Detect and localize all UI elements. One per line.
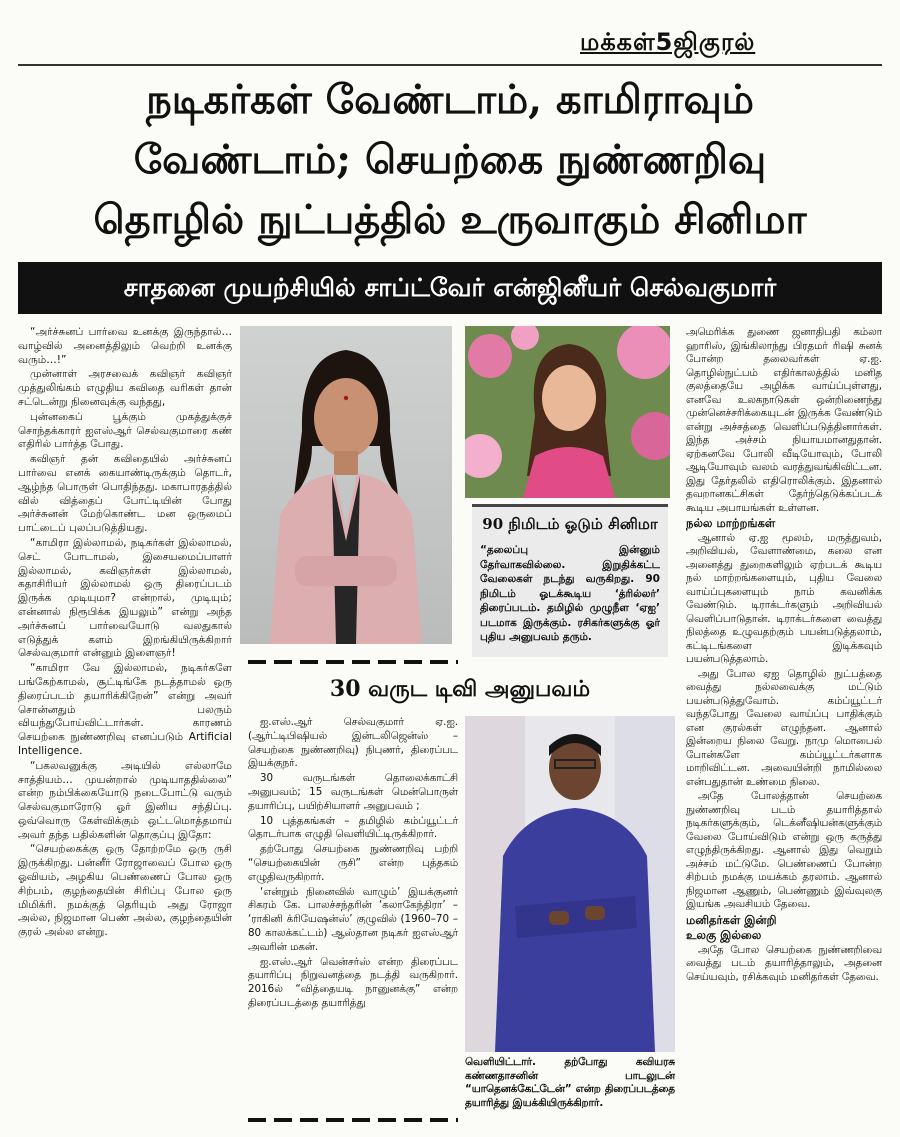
right-paragraph: அது போல ஏஐ தொழில் நுட்பத்தை வைத்து நல்லவைக்கு மட்டும் பயன்படுத்துவோம். கம்ப்யூட்டர் வந்தபோது வேலை வாய்ப்பு பாதிக்கும் என குரல்கள் எழுந்தன. ஆனால் இன்றைய நிலை வேறு. நாமு மொபைல் போன்களே கம்ப்யூட்டர்களாக மாறிவிட்டன. அவையின்றி நாமில்லை என்பதுதான் உண்மை நிலை. [686, 667, 882, 788]
photo-caption: வெளியிட்டார். தற்போது கவியரசு கண்ணதாசனின் பாடலுடன் “யாதெனக்கேட்டேன்” என்ற திரைப்படத்தை தயாரித்து இயக்கியிருக்கிறார். [465, 1056, 675, 1109]
woman-portrait-photo [240, 326, 452, 644]
subhead-no-world-line-2: உலகு இல்லை [686, 928, 762, 942]
left-paragraph: கவிஞர் தன் கவிதையில் அர்ச்சுனப் பார்வை எனக் கையாண்டிருக்கும் தொடர், ஆழ்ந்த பொருள் பொதிந்தது. மகாபாரதத்தில் வில் வித்தைப் போட்டியின் போது அர்ச்சுனன் மேற்கொண்ட மன ஒருமைப் பாட்டைப் புலப்படுத்தியது. [18, 453, 232, 535]
mid-column [248, 716, 458, 1136]
left-column [18, 326, 232, 1134]
headline-line-3: தொழில் நுட்பத்தில் உருவாகும் சினிமா [93, 196, 807, 243]
section-divider [248, 660, 458, 664]
left-paragraph: “காமிரா இல்லாமல், நடிகர்கள் இல்லாமல், செட் போடாமல், இசையமைப்பாளர் இல்லாமல், கவிஞர்கள் இல்லாமல், கதாசிரியர் இல்லாமல் ஒரு திரைப்படம் இருக்க முடியுமா? என்றால், முடியும்; என்னால் நிரூபிக்க இயலும்” என்று அந்த அர்ச்சுனப் பார்வையோடு வலதுகால் எடுத்துக் களம் இறங்கியிருக்கிறார் செல்வகுமார் என்னும் இளைஞர்! [18, 536, 232, 660]
bottom-divider [248, 1118, 458, 1122]
section-title: 30 வருட டிவி அனுபவம் [329, 676, 591, 702]
subhead-no-world-line-1: மனிதர்கள் இன்றி [686, 912, 777, 927]
masthead: மக்கள்5ஜிகுரல் [580, 28, 756, 56]
right-paragraph: அதே போல செயற்கை நுண்ணறிவை வைத்து படம் தயாரித்தாலும், அதனை செய்யவும், ரசிக்கவும் மனிதர்கள் தேவை. [686, 943, 882, 983]
left-paragraph: “காமிரா வே இல்லாமல், நடிகர்களே பங்கேற்காமல், சூட்டிங்கே நடத்தாமல் ஒரு திரைப்படம் தயாரிக்கிறேன்” என்று அவர் சொன்னதும் பலரும் வியந்துபோய்விட்டார்கள். காரணம் செயற்கை நுண்ணறிவு எனப்படும் Artificial Intelligence. [18, 662, 232, 757]
left-paragraph: “செயற்கைக்கு ஒரு தோற்றமே ஒரு ருசி இருக்கிறது. பன்னீர் ரோஜாவைப் போல ஒரு ஓவியம், அழகிய பெண்ணைப் போல ஒரு சிற்பம், குழந்தையின் சிரிப்பு போல ஒரு மிமிக்ரி. நமக்குத் தெரியும் அது ரோஜா அல்ல, நிஜமான பெண் அல்ல, குழந்தையின் குரல் அல்ல என்று. [18, 843, 232, 939]
mid-paragraph: ஐ.எஸ்.ஆர் வென்சர்ஸ் என்ற திரைப்பட தயாரிப்பு நிறுவனத்தை நடத்தி வருகிறார். 2016ல் “வித்தையடி நானுனக்கு” என்ற திரைப்படத்தை தயாரித்து [248, 955, 458, 1009]
left-paragraph: முன்னாள் அரசவைக் கவிஞர் கவிஞர் முத்துலிங்கம் எழுதிய கவிதை வரிகள் தான் சட்டென்று நினைவுக்கு வந்தது, [18, 368, 232, 408]
girl-portrait-photo [465, 326, 670, 498]
headline-line-2: வேண்டாம்; செயற்கை நுண்ணறிவு [133, 136, 767, 183]
mid-paragraph: தற்போது செயற்கை நுண்ணறிவு பற்றி “செயற்கையின் ருசி” என்ற புத்தகம் எழுதிவருகிறார். [248, 843, 458, 883]
right-paragraph: ஆனால் ஏ.ஐ மூலம், மருத்துவம், அறிவியல், வேளாண்மை, கலை என அனைத்து துறைகளிலும் ஏற்படக் கூடிய நல் மாற்றங்களையும், புதிய வேலை வாய்ப்புகளையும் நாம் கவனிக்க வேண்டும். டிராக்டர்களும் அறிவியல் வெளிப்பாடுதான். டிராக்டர்களை வைத்து நிலத்தை உழுவதற்கும் பயன்படுத்தலாம், கட்டிடங்களை இடிக்கவும் பயன்படுத்தலாம். [686, 531, 882, 665]
left-paragraph: புன்னகைப் பூக்கும் முகத்துக்குச் சொந்தக்காரர் ஐஎஸ்ஆர் செல்வகுமாரை கண் எதிரில் பார்த்த போது. [18, 410, 232, 451]
mid-paragraph: 10 புத்தகங்கள் – தமிழில் கம்ப்யூட்டர் தொடர்பாக எழுதி வெளியிட்டிருக்கிறார். [248, 814, 458, 841]
subtitle-banner: சாதனை முயற்சியில் சாப்ட்வேர் என்ஜினீயர் செல்வகுமார் [18, 262, 882, 314]
box-title: 90 நிமிடம் ஓடும் சினிமா [482, 515, 658, 533]
subhead-good-changes: நல்ல மாற்றங்கள் [686, 516, 776, 530]
right-paragraph: அதே போலத்தான் செயற்கை நுண்ணறிவு படம் தயாரித்தால் நடிகர்களுக்கும், டெக்னீஷியன்களுக்கும் வேலை போய்விடும் என்று ஒரு கருத்து எழுந்திருக்கிறது. ஆனால் இது வெறும் அச்சம் மட்டுமே. பெண்ணைப் போன்ற சிற்பம் நமக்கு மயக்கம் தரலாம். ஆனால் நிஜமான ஆணும், பெண்ணும் இவ்வுலகு இயங்க அவசியம் தேவை. [686, 790, 882, 910]
box-text: “தலைப்பு இன்னும் தேர்வாகவில்லை. இறுதிக்கட்ட வேலைகள் நடந்து வருகிறது. 90 நிமிடம் ஓடக்கூடிய ‘த்ரில்லர்’ திரைப்படம். தமிழில் முழுநீள ‘ஏஐ’ படமாக இருக்கும். ரசிகர்களுக்கு ஓர் புதிய அனுபவம் தரும். [480, 544, 660, 643]
sidebar-box [472, 504, 668, 657]
header-rule [18, 64, 882, 66]
left-paragraph: “பகலவனுக்கு அடியில் எல்லாமே சாத்தியம்… முயன்றால் முடியாததில்லை” என்ற நம்பிக்கையோடு நடைபோட்டு வரும் செல்வகுமாரோடு ஓர் இனிய சந்திப்பு. ஒவ்வொரு கேள்விக்கும் ஒட்டமொத்தமாய் அவர் தந்த பதில்களின் தொகுப்பு இதோ: [18, 759, 232, 841]
right-paragraph: அமெரிக்க துணை ஜனாதிபதி கம்லா ஹாரிஸ், இங்கிலாந்து பிரதமர் ரிஷி சுனக் போன்ற தலைவர்கள் ஏ.ஐ. தொழில்நுட்பம் எதிர்காலத்தில் மனித குலத்தையே அழிக்க வாய்ப்புள்ளது, எனவே உலகநாடுகள் ஒன்றிணைந்து முன்னெச்சரிக்கையுடன் இருக்க வேண்டும் என்று அச்சத்தை வெளிப்படுத்தினார்கள். இந்த அச்சம் நியாயமானதுதான். ஏற்கனவே போலி வீடியோவும், போலி ஆடியோவும் வலம் வரத்துவங்கிவிட்டன. இது தேர்தலில் எதிரொலிக்கும். இதனால் தவறானகட்சிகள் தேர்ந்தெடுக்கப்படக் கூடிய அபாயங்கள் உள்ளன. [686, 326, 882, 514]
headline-line-1: நடிகர்கள் வேண்டாம், காமிராவும் [146, 76, 754, 123]
man-portrait-photo [465, 716, 675, 1052]
mid-paragraph: 30 வருடங்கள் தொலைக்காட்சி அனுபவம்; 15 வருடங்கள் மென்பொருள் தயாரிப்பு, பயிற்சியாளர் அனுபவம் ; [248, 772, 458, 812]
right-column [686, 326, 882, 1136]
left-paragraph: “அர்ச்சுனப் பார்வை உனக்கு இருந்தால்… வாழ்வில் அனைத்திலும் வெற்றி உனக்கு வரும்…!” [18, 326, 232, 366]
mid-paragraph: ‘என்றும் நினைவில் வாழும்’ இயக்குனர் சிகரம் கே. பாலச்சந்தரின் ‘கலாகேந்திரா’ – ‘ராகினி க்ரியேஷன்ஸ்’ குழுவில் (1960–70 – 80 காலக்கட்டம்) ஆஸ்தான நடிகர் ஐஎஸ்ஆர் அவரின் மகன். [248, 885, 458, 953]
mid-paragraph: ஐ.எஸ்.ஆர் செல்வகுமார் ஏ.ஐ. (ஆர்ட்டிபிஷியல் இன்டலிஜென்ஸ் – செயற்கை நுண்ணறிவு) நிபுணர், திரைப்பட இயக்குநர். [248, 716, 458, 770]
